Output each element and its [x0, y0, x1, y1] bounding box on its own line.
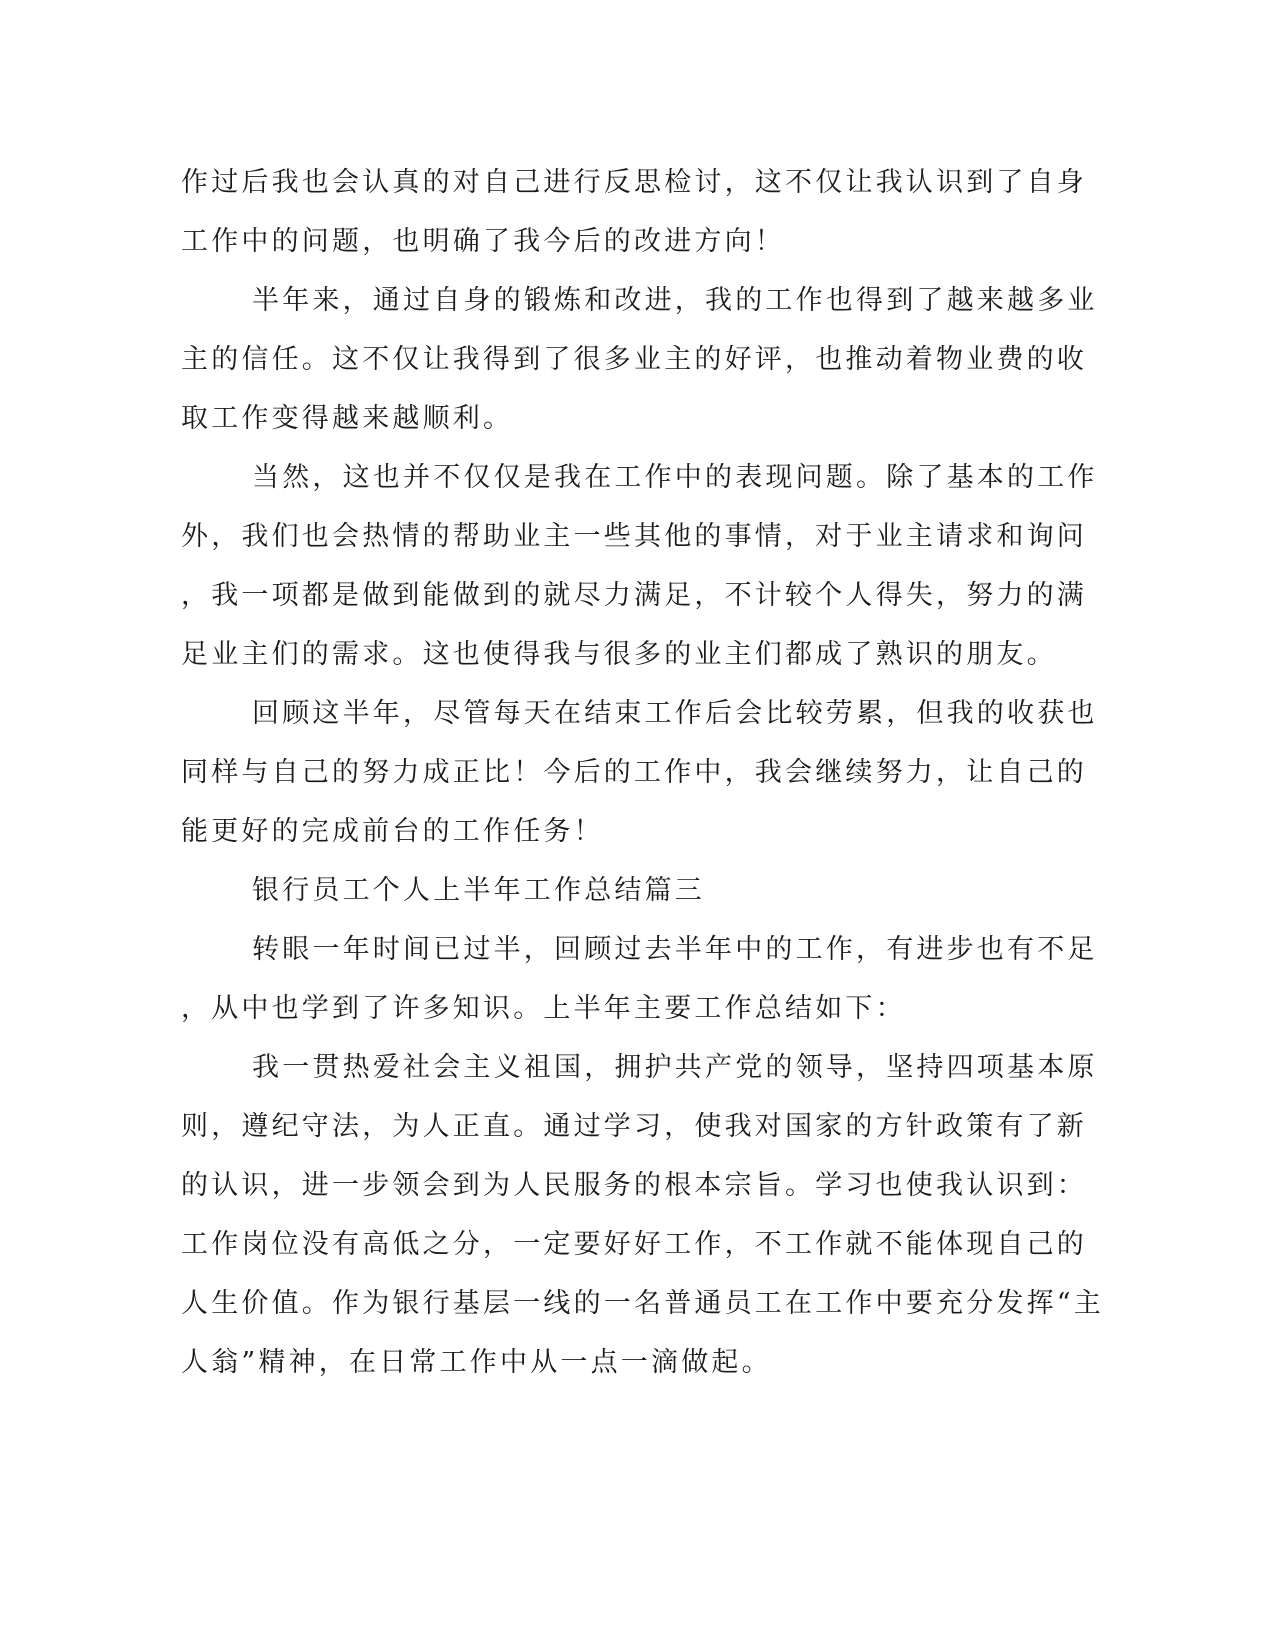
- paragraph-start-line: 半年来，通过自身的锻炼和改进，我的工作也得到了越来越多业: [252, 285, 1098, 316]
- text-line: ，我一项都是做到能做到的就尽力满足，不计较个人得失，努力的满: [181, 580, 1087, 611]
- text-line: 工作岗位没有高低之分，一定要好好工作，不工作就不能体现自己的: [181, 1229, 1087, 1260]
- paragraph-start-line: 当然，这也并不仅仅是我在工作中的表现问题。除了基本的工作: [252, 462, 1098, 493]
- text-line: 则，遵纪守法，为人正直。通过学习，使我对国家的方针政策有了新: [181, 1111, 1087, 1142]
- text-line: 足业主们的需求。这也使得我与很多的业主们都成了熟识的朋友。: [181, 639, 1057, 670]
- text-line: 的认识，进一步领会到为人民服务的根本宗旨。学习也使我认识到：: [181, 1170, 1087, 1201]
- text-line: 人生价值。作为银行基层一线的一名普通员工在工作中要充分发挥“主: [181, 1288, 1105, 1319]
- text-line: ，从中也学到了许多知识。上半年主要工作总结如下：: [181, 993, 906, 1024]
- paragraph-start-line: 回顾这半年，尽管每天在结束工作后会比较劳累，但我的收获也: [252, 698, 1098, 729]
- text-line: 取工作变得越来越顺利。: [181, 403, 514, 434]
- paragraph-start-line: 转眼一年时间已过半，回顾过去半年中的工作，有进步也有不足: [252, 934, 1098, 965]
- text-line: 能更好的完成前台的工作任务！: [181, 816, 604, 847]
- text-line: 主的信任。这不仅让我得到了很多业主的好评，也推动着物业费的收: [181, 344, 1087, 375]
- text-line: 作过后我也会认真的对自己进行反思检讨，这不仅让我认识到了自身: [181, 167, 1087, 198]
- text-line: 人翁”精神，在日常工作中从一点一滴做起。: [181, 1347, 772, 1378]
- text-line: 同样与自己的努力成正比！今后的工作中，我会继续努力，让自己的: [181, 757, 1087, 788]
- text-line: 工作中的问题，也明确了我今后的改进方向！: [181, 226, 785, 257]
- section-heading: 银行员工个人上半年工作总结篇三: [252, 875, 705, 906]
- paragraph-start-line: 我一贯热爱社会主义祖国，拥护共产党的领导，坚持四项基本原: [252, 1052, 1098, 1083]
- text-line: 外，我们也会热情的帮助业主一些其他的事情，对于业主请求和询问: [181, 521, 1087, 552]
